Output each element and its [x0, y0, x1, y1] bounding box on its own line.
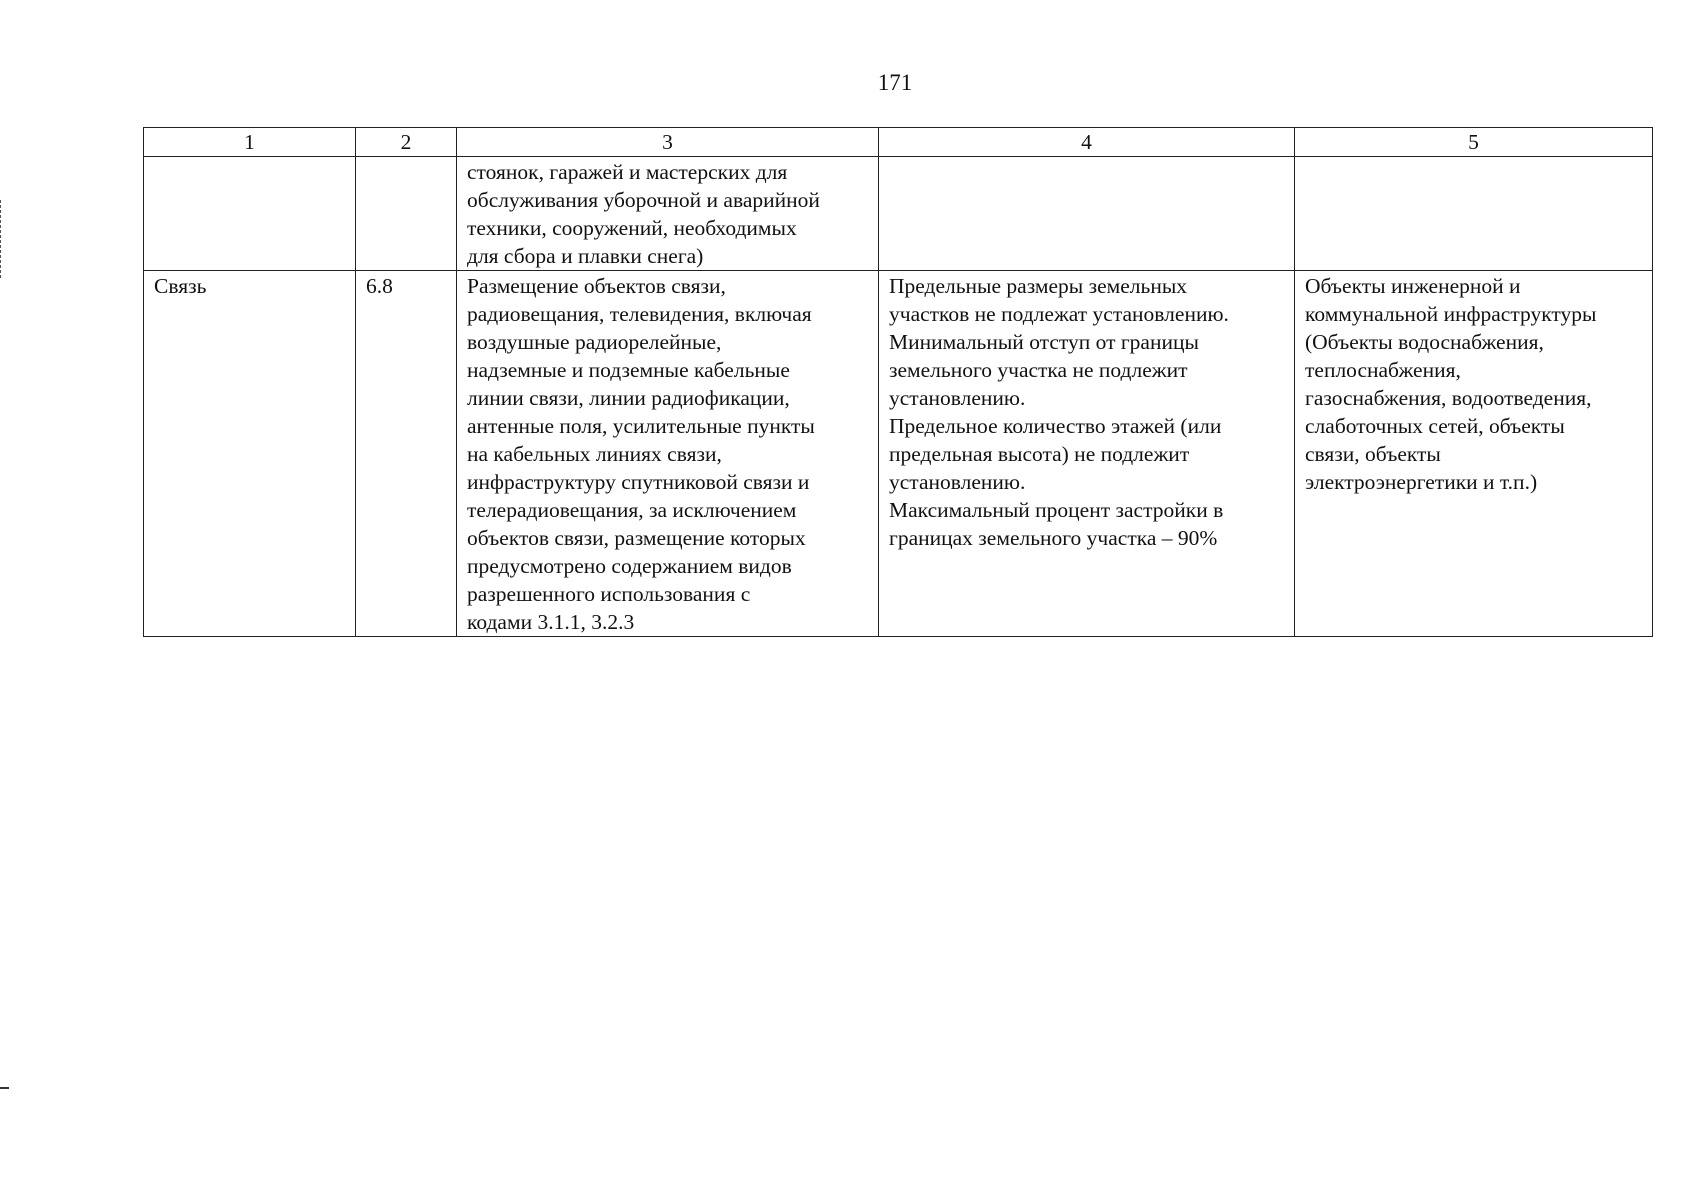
cell-use-code: 6.8 — [356, 271, 457, 637]
header-col-5: 5 — [1295, 128, 1653, 157]
header-col-3: 3 — [457, 128, 879, 157]
cell-use-description: Размещение объектов связи, радиовещания, телевидения, включая воздушные радиорелейные, надземные и подземные кабельные линии связи, линии радиофикации, антенные поля, усилительные пункты на кабельных линиях связи, инфраструктуру спутниковой связи и телерадиовещания, за исключением объектов связи, размещение которых предусмотрено содержанием видов разрешенного использования с кодами 3.1.1, 3.2.3 — [457, 271, 879, 637]
regulations-table — [143, 127, 1653, 637]
header-col-1: 1 — [144, 128, 356, 157]
cell-auxiliary-uses: Объекты инженерной и коммунальной инфраструктуры (Объекты водоснабжения, теплоснабжения, газоснабжения, водоотведения, слаботочных сетей, объекты связи, объекты электроэнергетики и т.п.) — [1295, 271, 1653, 637]
page-number: 171 — [877, 70, 913, 95]
cell-parameters: Предельные размеры земельных участков не подлежат установлению. Минимальный отступ от границы земельного участка не подлежит установлению. Предельное количество этажей (или предельная высота) не подлежит установлению. Максимальный процент застройки в границах земельного участка – 90% — [879, 271, 1295, 637]
cell-use-name — [144, 157, 356, 271]
cell-use-name: Связь — [144, 271, 356, 637]
table-row — [144, 271, 1653, 637]
margin-scan-dash — [0, 1087, 9, 1089]
header-col-2: 2 — [356, 128, 457, 157]
table-row — [144, 157, 1653, 271]
cell-use-description: стоянок, гаражей и мастерских для обслуживания уборочной и аварийной техники, сооружений, необходимых для сбора и плавки снега) — [457, 157, 879, 271]
header-col-4: 4 — [879, 128, 1295, 157]
margin-scan-mark — [0, 200, 7, 278]
cell-auxiliary-uses — [1295, 157, 1653, 271]
table-header-row — [144, 128, 1653, 157]
cell-parameters — [879, 157, 1295, 271]
cell-use-code — [356, 157, 457, 271]
